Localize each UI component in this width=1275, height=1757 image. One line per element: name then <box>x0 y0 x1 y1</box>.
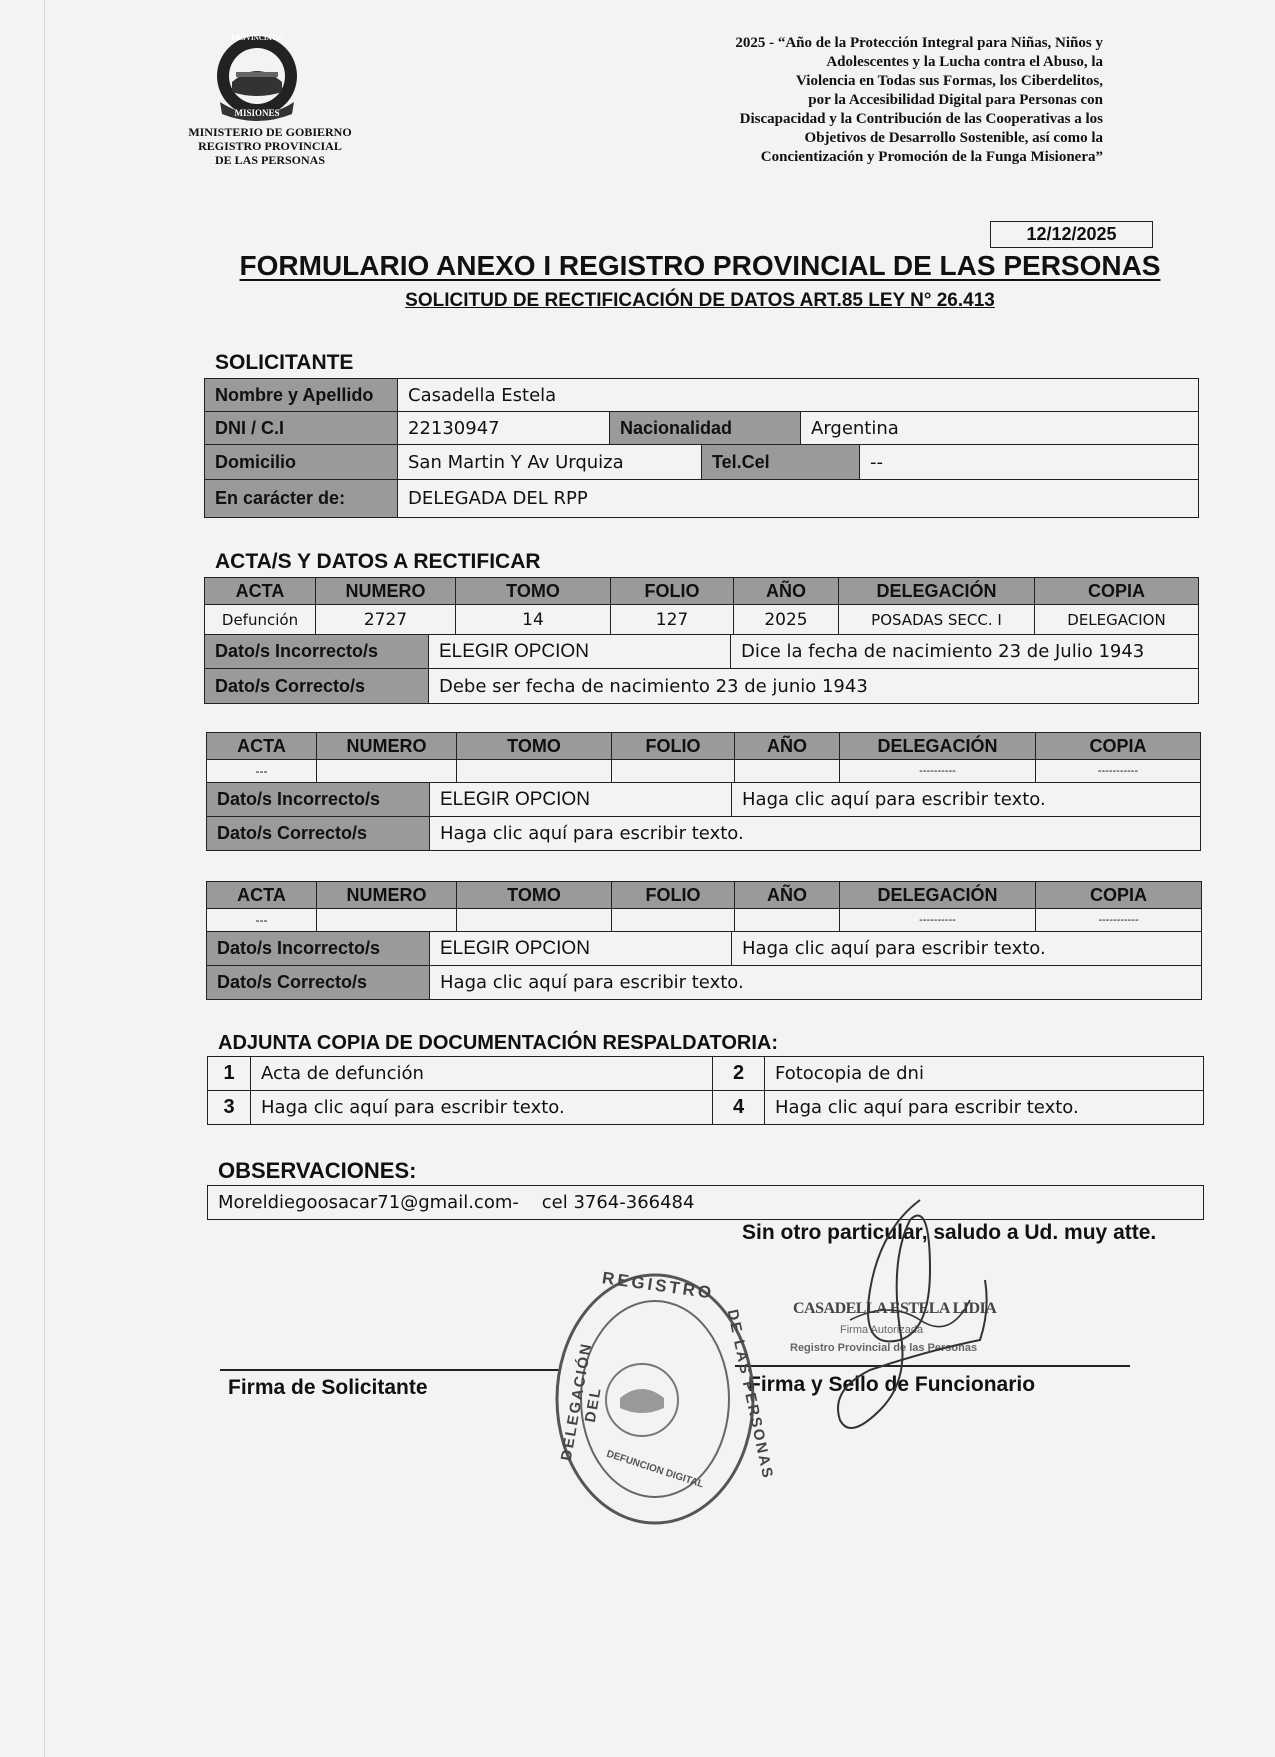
adjunta-item-1[interactable]: Acta de defunción <box>250 1056 713 1091</box>
domicilio-field[interactable]: San Martin Y Av Urquiza <box>397 444 702 480</box>
official-office-stamp: Registro Provincial de las Personas <box>790 1342 978 1354</box>
motto-line-1: 2025 - “Año de la Protección Integral para Niñas, Niños y <box>735 35 1103 51</box>
acta-3-copia[interactable]: ----------- <box>1035 908 1202 932</box>
col-copia: COPIA <box>1034 577 1199 605</box>
acta-3-correct-label: Dato/s Correcto/s <box>206 965 430 1000</box>
scan-edge <box>44 0 45 1757</box>
acta-2-tipo[interactable]: --- <box>206 759 317 783</box>
col-numero: NUMERO <box>316 881 457 909</box>
adjunta-num-4: 4 <box>712 1090 765 1125</box>
acta-3-anio[interactable] <box>734 908 840 932</box>
col-acta: ACTA <box>204 577 316 605</box>
nacionalidad-label: Nacionalidad <box>609 411 801 445</box>
org-line-2: REGISTRO PROVINCIAL <box>198 139 342 153</box>
solicitante-heading: SOLICITANTE <box>215 351 354 374</box>
observaciones-heading: OBSERVACIONES: <box>218 1158 417 1183</box>
firma-funcionario-label: Firma y Sello de Funcionario <box>748 1373 1036 1396</box>
actas-heading: ACTA/S Y DATOS A RECTIFICAR <box>215 550 541 573</box>
col-acta: ACTA <box>206 881 317 909</box>
caracter-field[interactable]: DELEGADA DEL RPP <box>397 479 1199 518</box>
col-tomo: TOMO <box>455 577 611 605</box>
motto-line-7: Concientización y Promoción de la Funga Misionera” <box>760 149 1103 165</box>
acta-3-tomo[interactable] <box>456 908 612 932</box>
signature-line-left <box>220 1369 560 1371</box>
logo-ring-top: PROVINCIA DE <box>231 34 283 42</box>
official-role-stamp: Firma Autorizada <box>840 1324 924 1336</box>
col-acta: ACTA <box>206 732 317 760</box>
motto-line-6: Objetivos de Desarrollo Sostenible, así como la <box>804 130 1103 146</box>
form-subtitle-text: SOLICITUD DE RECTIFICACIÓN DE DATOS ART.85 LEY N° 26.413 <box>405 290 995 311</box>
col-folio: FOLIO <box>610 577 734 605</box>
org-name <box>180 125 360 167</box>
year-motto <box>560 34 1103 167</box>
org-line-1: MINISTERIO DE GOBIERNO <box>188 125 352 139</box>
adjunta-heading: ADJUNTA COPIA DE DOCUMENTACIÓN RESPALDATORIA: <box>218 1032 778 1054</box>
motto-line-4: por la Accesibilidad Digital para Personas con <box>808 92 1103 108</box>
col-anio: AÑO <box>733 577 839 605</box>
col-folio: FOLIO <box>611 881 735 909</box>
caracter-label: En carácter de: <box>204 479 398 518</box>
acta-3-numero[interactable] <box>316 908 457 932</box>
acta-1-delegacion[interactable]: POSADAS SECC. I <box>838 604 1035 635</box>
stamp-ring-top: REGISTRO <box>600 1268 716 1303</box>
acta-3-correct-field[interactable]: Haga clic aquí para escribir texto. <box>429 965 1202 1000</box>
registro-oval-stamp <box>550 1268 777 1530</box>
acta-1-option-select[interactable]: ELEGIR OPCION <box>428 634 731 669</box>
acta-2-correct-field[interactable]: Haga clic aquí para escribir texto. <box>429 816 1201 851</box>
acta-2-copia[interactable]: ----------- <box>1035 759 1201 783</box>
tel-field[interactable]: -- <box>859 444 1199 480</box>
col-copia: COPIA <box>1035 732 1201 760</box>
nombre-field[interactable]: Casadella Estela <box>397 378 1199 412</box>
tel-label: Tel.Cel <box>701 444 860 480</box>
adjunta-num-2: 2 <box>712 1056 765 1091</box>
form-subtitle <box>210 290 1190 312</box>
acta-1-copia[interactable]: DELEGACION <box>1034 604 1199 635</box>
col-copia: COPIA <box>1035 881 1202 909</box>
acta-1-tomo[interactable]: 14 <box>455 604 611 635</box>
col-anio: AÑO <box>734 881 840 909</box>
col-numero: NUMERO <box>316 732 457 760</box>
closing-text: Sin otro particular, saludo a Ud. muy atte. <box>742 1221 1157 1244</box>
official-signature <box>810 1180 1010 1480</box>
acta-3-folio[interactable] <box>611 908 735 932</box>
acta-1-anio[interactable]: 2025 <box>733 604 839 635</box>
acta-3-incorrect-field[interactable]: Haga clic aquí para escribir texto. <box>731 931 1202 966</box>
acta-1-incorrect-label: Dato/s Incorrecto/s <box>204 634 429 669</box>
acta-2-incorrect-field[interactable]: Haga clic aquí para escribir texto. <box>731 782 1201 817</box>
col-anio: AÑO <box>734 732 840 760</box>
acta-1-tipo[interactable]: Defunción <box>204 604 316 635</box>
acta-2-tomo[interactable] <box>456 759 612 783</box>
col-delegacion: DELEGACIÓN <box>839 732 1036 760</box>
official-name-stamp: CASADELLA ESTELA LIDIA <box>793 1300 997 1317</box>
acta-2-option-select[interactable]: ELEGIR OPCION <box>429 782 732 817</box>
province-logo <box>212 30 302 122</box>
dni-field[interactable]: 22130947 <box>397 411 610 445</box>
acta-3-option-select[interactable]: ELEGIR OPCION <box>429 931 732 966</box>
acta-1-folio[interactable]: 127 <box>610 604 734 635</box>
stamp-ring-right: DE LAS PERSONAS <box>723 1307 777 1482</box>
acta-2-delegacion[interactable]: ---------- <box>839 759 1036 783</box>
motto-line-5: Discapacidad y la Contribución de las Cooperativas a los <box>739 111 1103 127</box>
motto-line-2: Adolescentes y la Lucha contra el Abuso, la <box>826 54 1103 70</box>
acta-1-incorrect-field[interactable]: Dice la fecha de nacimiento 23 de Julio 1943 <box>730 634 1199 669</box>
firma-solicitante-label: Firma de Solicitante <box>228 1376 428 1399</box>
adjunta-num-1: 1 <box>207 1056 251 1091</box>
acta-1-correct-field[interactable]: Debe ser fecha de nacimiento 23 de junio 1943 <box>428 668 1199 704</box>
acta-2-incorrect-label: Dato/s Incorrecto/s <box>206 782 430 817</box>
logo-ring-bottom: MISIONES <box>234 108 280 118</box>
col-delegacion: DELEGACIÓN <box>839 881 1036 909</box>
stamp-ring-bottom: DEFUNCION DIGITAL <box>605 1448 705 1491</box>
form-title-text: FORMULARIO ANEXO I REGISTRO PROVINCIAL DE LAS PERSONAS <box>239 250 1161 281</box>
acta-1-numero[interactable]: 2727 <box>315 604 456 635</box>
acta-1-correct-label: Dato/s Correcto/s <box>204 668 429 704</box>
acta-2-correct-label: Dato/s Correcto/s <box>206 816 430 851</box>
nombre-label: Nombre y Apellido <box>204 378 398 412</box>
acta-2-anio[interactable] <box>734 759 840 783</box>
adjunta-num-3: 3 <box>207 1090 251 1125</box>
acta-3-tipo[interactable]: --- <box>206 908 317 932</box>
date-field[interactable]: 12/12/2025 <box>990 221 1153 248</box>
col-delegacion: DELEGACIÓN <box>838 577 1035 605</box>
acta-2-folio[interactable] <box>611 759 735 783</box>
adjunta-item-2[interactable]: Fotocopia de dni <box>764 1056 1204 1091</box>
col-folio: FOLIO <box>611 732 735 760</box>
form-title <box>210 250 1190 282</box>
col-tomo: TOMO <box>456 732 612 760</box>
col-numero: NUMERO <box>315 577 456 605</box>
col-tomo: TOMO <box>456 881 612 909</box>
nacionalidad-field[interactable]: Argentina <box>800 411 1199 445</box>
org-line-3: DE LAS PERSONAS <box>214 153 326 167</box>
adjunta-item-3[interactable]: Haga clic aquí para escribir texto. <box>250 1090 713 1125</box>
motto-line-3: Violencia en Todas sus Formas, los Ciberdelitos, <box>796 73 1103 89</box>
acta-2-numero[interactable] <box>316 759 457 783</box>
domicilio-label: Domicilio <box>204 444 398 480</box>
stamp-ring-left: DELEGACIÓN DEL <box>557 1340 605 1463</box>
adjunta-item-4[interactable]: Haga clic aquí para escribir texto. <box>764 1090 1204 1125</box>
acta-3-delegacion[interactable]: ---------- <box>839 908 1036 932</box>
dni-label: DNI / C.I <box>204 411 398 445</box>
observaciones-field[interactable]: Moreldiegoosacar71@gmail.com- cel 3764-366484 <box>207 1185 1204 1220</box>
acta-3-incorrect-label: Dato/s Incorrecto/s <box>206 931 430 966</box>
